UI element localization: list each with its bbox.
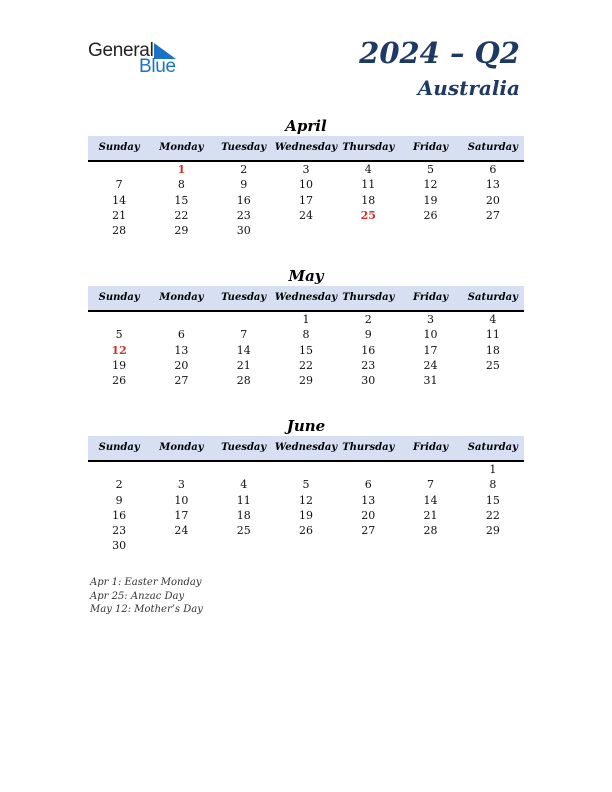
month-name: June xyxy=(286,417,326,435)
week-row xyxy=(88,177,524,192)
day-cell: 14 xyxy=(423,493,438,507)
day-cell: 22 xyxy=(298,358,313,372)
month-name: April xyxy=(285,117,327,135)
day-cell: 17 xyxy=(298,193,313,207)
day-cell: 7 xyxy=(240,328,248,342)
empty-day-cell xyxy=(88,312,150,327)
day-cell: 30 xyxy=(361,374,376,388)
empty-day-cell xyxy=(150,462,212,477)
empty-day-cell xyxy=(213,462,275,477)
weekday-header: Friday xyxy=(412,442,449,453)
day-cell: 15 xyxy=(298,343,313,357)
day-cell: 7 xyxy=(115,178,123,192)
weekday-header: Friday xyxy=(412,142,449,153)
day-cell: 28 xyxy=(112,224,127,238)
week-row xyxy=(88,358,524,373)
day-cell: 27 xyxy=(361,524,376,538)
day-cell: 21 xyxy=(236,358,251,372)
day-cell: 2 xyxy=(240,163,248,176)
week-row xyxy=(88,312,524,327)
day-cell: 17 xyxy=(174,508,189,522)
weekday-header: Tuesday xyxy=(221,442,267,453)
week-row xyxy=(88,493,524,508)
empty-day-cell xyxy=(150,312,212,327)
day-cell: 28 xyxy=(423,524,438,538)
empty-day-cell xyxy=(462,223,524,238)
day-cell: 29 xyxy=(485,524,500,538)
empty-day-cell xyxy=(275,223,337,238)
week-row xyxy=(88,523,524,538)
day-cell: 12 xyxy=(298,493,313,507)
day-cell: 1 xyxy=(177,163,186,176)
day-cell: 2 xyxy=(115,478,123,492)
week-row xyxy=(88,193,524,208)
day-cell: 22 xyxy=(174,208,189,222)
day-cell: 20 xyxy=(361,508,376,522)
day-cell: 28 xyxy=(236,374,251,388)
holiday-note: Apr 1: Easter Monday xyxy=(90,577,202,588)
weekday-header: Sunday xyxy=(98,142,140,153)
weekday-header: Sunday xyxy=(98,292,140,303)
day-cell: 6 xyxy=(177,328,185,342)
day-cell: 21 xyxy=(423,508,438,522)
country-subtitle: Australia xyxy=(417,76,520,100)
day-cell: 27 xyxy=(485,208,500,222)
day-cell: 29 xyxy=(298,374,313,388)
week-row xyxy=(88,327,524,342)
day-cell: 26 xyxy=(112,374,127,388)
day-cell: 2 xyxy=(364,313,372,326)
day-cell: 17 xyxy=(423,343,438,357)
day-cell: 6 xyxy=(489,163,497,176)
empty-day-cell xyxy=(399,462,461,477)
empty-day-cell xyxy=(275,462,337,477)
day-cell: 4 xyxy=(364,163,372,176)
week-row xyxy=(88,462,524,477)
week-row xyxy=(88,477,524,492)
holiday-notes xyxy=(90,576,203,617)
day-cell: 23 xyxy=(112,524,127,538)
day-cell: 6 xyxy=(364,478,372,492)
week-row xyxy=(88,343,524,358)
day-cell: 11 xyxy=(485,328,500,342)
day-cell: 19 xyxy=(423,193,438,207)
day-cell: 23 xyxy=(361,358,376,372)
empty-day-cell xyxy=(213,538,275,553)
holiday-note: May 12: Mother’s Day xyxy=(90,604,203,615)
day-cell: 5 xyxy=(115,328,123,342)
day-cell: 11 xyxy=(361,178,376,192)
week-row xyxy=(88,508,524,523)
empty-day-cell xyxy=(337,538,399,553)
weekday-header: Wednesday xyxy=(274,142,338,153)
day-cell: 31 xyxy=(423,374,438,388)
weekday-header: Thursday xyxy=(342,142,395,153)
weekday-header: Saturday xyxy=(467,142,518,153)
day-cell: 22 xyxy=(485,508,500,522)
day-cell: 24 xyxy=(174,524,189,538)
empty-day-cell xyxy=(213,312,275,327)
month-calendar xyxy=(88,266,524,388)
day-cell: 16 xyxy=(361,343,376,357)
day-cell: 3 xyxy=(177,478,185,492)
day-cell: 29 xyxy=(174,224,189,238)
month-calendar xyxy=(88,116,524,238)
day-cell: 8 xyxy=(177,178,185,192)
day-cell: 25 xyxy=(360,208,376,222)
day-cell: 14 xyxy=(112,193,127,207)
day-cell: 23 xyxy=(236,208,251,222)
day-cell: 9 xyxy=(240,178,248,192)
day-cell: 13 xyxy=(361,493,376,507)
day-cell: 26 xyxy=(423,208,438,222)
day-cell: 25 xyxy=(485,358,500,372)
empty-day-cell xyxy=(399,223,461,238)
empty-day-cell xyxy=(399,538,461,553)
day-cell: 1 xyxy=(302,313,310,326)
day-cell: 9 xyxy=(115,493,123,507)
day-cell: 10 xyxy=(423,328,438,342)
day-cell: 13 xyxy=(174,343,189,357)
day-cell: 14 xyxy=(236,343,251,357)
weekday-header: Thursday xyxy=(342,442,395,453)
day-cell: 16 xyxy=(236,193,251,207)
weekday-header: Friday xyxy=(412,292,449,303)
day-cell: 8 xyxy=(302,328,310,342)
day-cell: 20 xyxy=(174,358,189,372)
day-cell: 7 xyxy=(427,478,435,492)
generalblue-logo xyxy=(88,40,188,80)
empty-day-cell xyxy=(88,162,150,177)
day-cell: 4 xyxy=(489,313,497,326)
day-cell: 15 xyxy=(485,493,500,507)
weekday-header: Monday xyxy=(159,442,204,453)
day-cell: 12 xyxy=(111,343,127,357)
weekday-header: Saturday xyxy=(467,292,518,303)
week-row xyxy=(88,223,524,238)
empty-day-cell xyxy=(88,462,150,477)
day-cell: 13 xyxy=(485,178,500,192)
week-row xyxy=(88,373,524,388)
day-cell: 11 xyxy=(236,493,251,507)
day-cell: 18 xyxy=(361,193,376,207)
weekday-header: Thursday xyxy=(342,292,395,303)
weekday-header: Wednesday xyxy=(274,292,338,303)
day-cell: 10 xyxy=(298,178,313,192)
day-cell: 18 xyxy=(485,343,500,357)
day-cell: 9 xyxy=(364,328,372,342)
day-cell: 3 xyxy=(302,163,310,176)
empty-day-cell xyxy=(275,538,337,553)
day-cell: 12 xyxy=(423,178,438,192)
weekday-header: Wednesday xyxy=(274,442,338,453)
day-cell: 19 xyxy=(112,358,127,372)
weekday-header: Tuesday xyxy=(221,292,267,303)
empty-day-cell xyxy=(337,223,399,238)
day-cell: 10 xyxy=(174,493,189,507)
weekday-header-row xyxy=(88,286,524,312)
day-cell: 5 xyxy=(302,478,310,492)
day-cell: 5 xyxy=(427,163,435,176)
weekday-header: Monday xyxy=(159,142,204,153)
empty-day-cell xyxy=(150,538,212,553)
weekday-header: Sunday xyxy=(98,442,140,453)
page-title: 2024 – Q2 xyxy=(359,36,520,70)
day-cell: 30 xyxy=(236,224,251,238)
month-name: May xyxy=(288,267,324,285)
weekday-header: Saturday xyxy=(467,442,518,453)
weekday-header-row xyxy=(88,436,524,462)
week-row xyxy=(88,208,524,223)
day-cell: 15 xyxy=(174,193,189,207)
day-cell: 24 xyxy=(298,208,313,222)
day-cell: 26 xyxy=(298,524,313,538)
day-cell: 24 xyxy=(423,358,438,372)
day-cell: 1 xyxy=(489,463,497,476)
week-row xyxy=(88,162,524,177)
logo-text-blue: Blue xyxy=(139,56,176,77)
weekday-header-row xyxy=(88,136,524,162)
day-cell: 16 xyxy=(112,508,127,522)
day-cell: 4 xyxy=(240,478,248,492)
day-cell: 3 xyxy=(427,313,435,326)
holiday-note: Apr 25: Anzac Day xyxy=(90,590,185,602)
day-cell: 25 xyxy=(236,524,251,538)
empty-day-cell xyxy=(462,373,524,388)
empty-day-cell xyxy=(462,538,524,553)
day-cell: 21 xyxy=(112,208,127,222)
day-cell: 8 xyxy=(489,478,497,492)
day-cell: 20 xyxy=(485,193,500,207)
week-row xyxy=(88,538,524,553)
month-calendar xyxy=(88,416,524,554)
weekday-header: Tuesday xyxy=(221,142,267,153)
day-cell: 19 xyxy=(298,508,313,522)
day-cell: 30 xyxy=(112,539,127,553)
day-cell: 18 xyxy=(236,508,251,522)
logo-text-general: General xyxy=(88,40,154,61)
weekday-header: Monday xyxy=(159,292,204,303)
day-cell: 27 xyxy=(174,374,189,388)
empty-day-cell xyxy=(337,462,399,477)
